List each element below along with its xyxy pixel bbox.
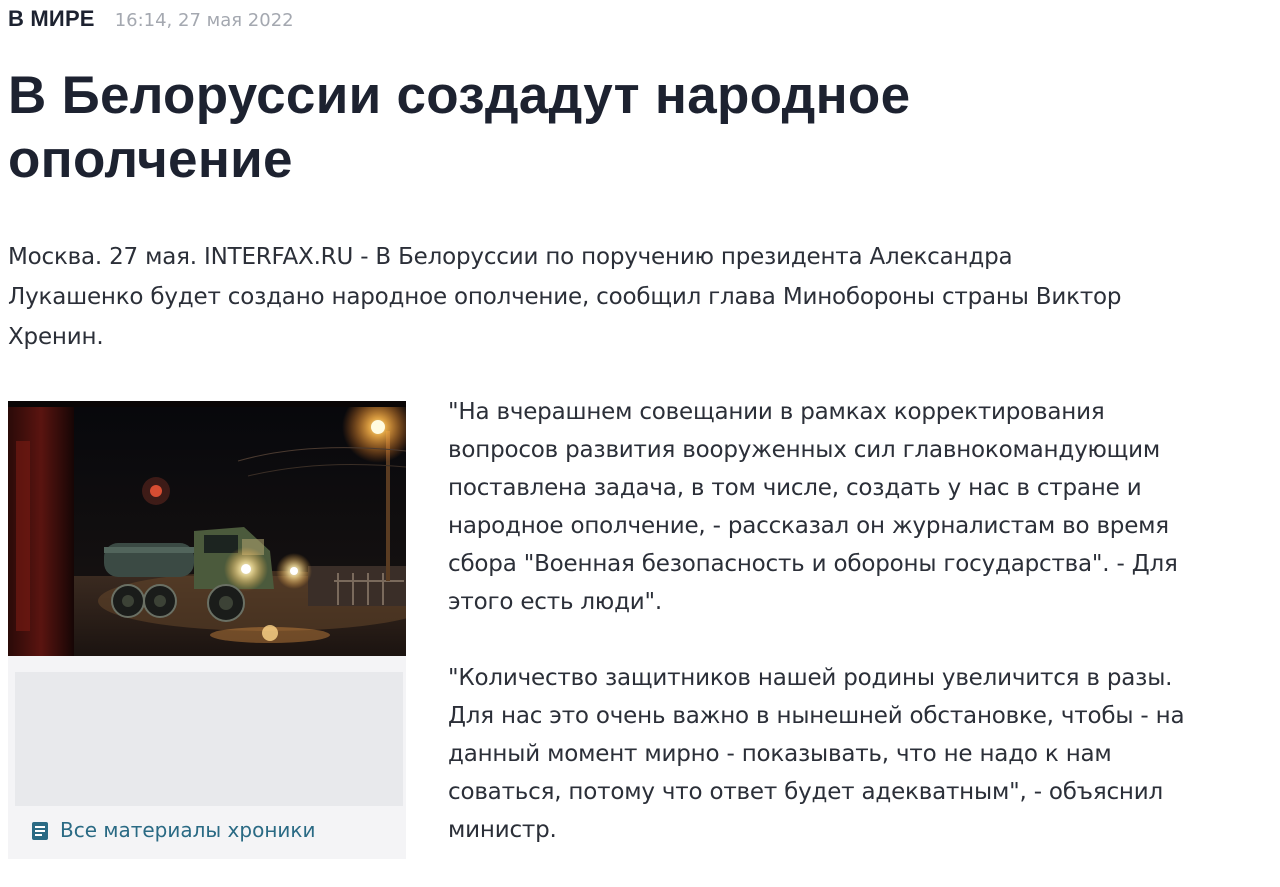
body-line: соваться, потому что ответ будет адекватным", - объяснил: [448, 779, 1164, 805]
body-line: народное ополчение, - рассказал он журналистам во время: [448, 513, 1169, 539]
lead-line: Лукашенко будет создано народное ополчение, сообщил глава Минобороны страны Виктор: [8, 284, 1122, 310]
headline-line: В Белоруссии создадут народное: [8, 66, 911, 125]
body-line: данный момент мирно - показывать, что не надо к нам: [448, 741, 1112, 767]
body-line: "На вчерашнем совещании в рамках корректирования: [448, 399, 1105, 425]
headline-line: ополчение: [8, 130, 293, 189]
body-line: вопросов развития вооруженных сил главнокомандующим: [448, 437, 1161, 463]
chronicle-placeholder: [15, 672, 403, 806]
lead-line: Москва. 27 мая. INTERFAX.RU - В Белоруссии по поручению президента Александра: [8, 244, 1013, 270]
body-line: сбора "Военная безопасность и обороны государства". - Для: [448, 551, 1178, 577]
article-lead: [8, 237, 1258, 357]
article-photo[interactable]: [8, 401, 406, 656]
body-line: поставлена задача, в том числе, создать у нас в стране и: [448, 475, 1142, 501]
rubric-link[interactable]: В МИРЕ: [8, 6, 95, 31]
document-icon: [32, 821, 48, 839]
body-line: "Количество защитников нашей родины увеличится в разы.: [448, 665, 1173, 691]
chronicle-panel: [8, 656, 406, 859]
quote-paragraph: [448, 659, 1278, 849]
lead-line: Хренин.: [8, 324, 104, 350]
article-body: [448, 393, 1278, 887]
chronicle-link-label: Все материалы хроники: [60, 818, 316, 842]
article-meta: [8, 6, 294, 32]
body-line: этого есть люди".: [448, 589, 663, 615]
all-chronicle-materials-link[interactable]: [32, 818, 315, 842]
body-line: Для нас это очень важно в нынешней обстановке, чтобы - на: [448, 703, 1185, 729]
quote-paragraph: [448, 393, 1278, 621]
body-line: министр.: [448, 817, 557, 843]
article-headline: [8, 64, 1128, 192]
publish-datetime: 16:14, 27 мая 2022: [114, 10, 294, 31]
